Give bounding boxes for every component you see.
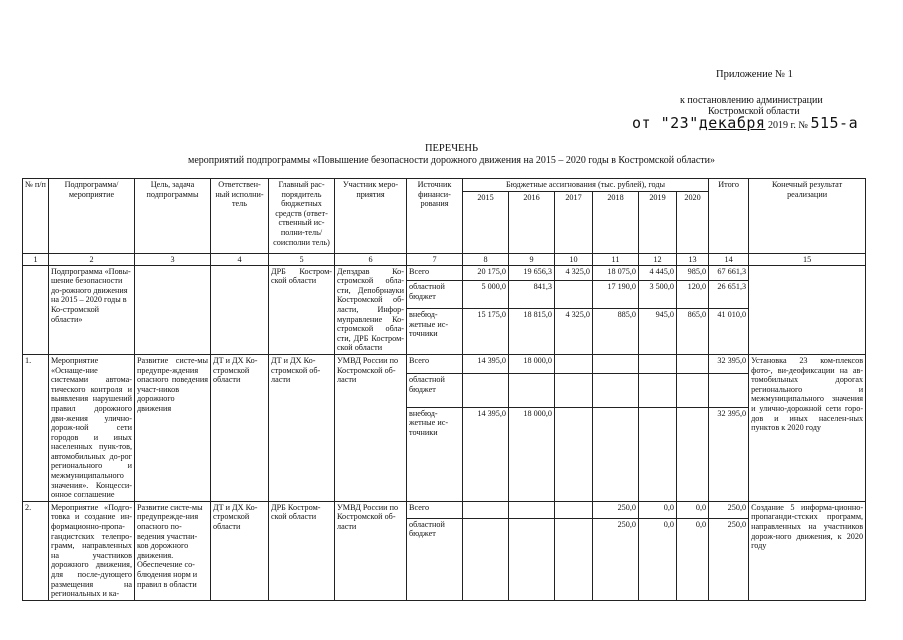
fin-total: 250,0 — [709, 501, 749, 518]
date-year: 2019 г. № — [767, 120, 808, 131]
fin-value: 18 075,0 — [593, 265, 639, 281]
row-result: Установка 23 ком-плексов фото-, ви-деофиксации на ав-томобильных дорогах регионального и межмуниципального значения и улично-дорожной сети горо-дов и иных населен-ных пунктов к 2020 году — [749, 354, 866, 501]
region-name: Костромской области — [708, 106, 800, 117]
fin-total: 41 010,0 — [709, 308, 749, 354]
document-title: ПЕРЕЧЕНЬ — [424, 143, 479, 154]
document-subtitle: мероприятий подпрограммы «Повышение безопасности дорожного движения на 2015 – 2020 годы в Костромской области» — [188, 155, 715, 166]
header-year: 2019 — [639, 191, 677, 253]
column-index: 3 — [135, 253, 211, 265]
row-num — [23, 265, 49, 354]
row-program: Мероприятие «Подго-товка и создание ин-формационно-пропа-гандистских телепро-грамм, направленных на участников дорожного движения, для после-дующего размещения на региональных и ка- — [49, 501, 135, 600]
fin-source: областной бюджет — [407, 374, 463, 408]
fin-value — [463, 374, 509, 408]
fin-value: 4 325,0 — [555, 308, 593, 354]
fin-value — [509, 501, 555, 518]
fin-value — [639, 374, 677, 408]
column-index: 2 — [49, 253, 135, 265]
row-executor: ДТ и ДХ Ко-стромской области — [211, 354, 269, 501]
row-manager: ДРБ Костром-ской области — [269, 501, 335, 600]
fin-value: 5 000,0 — [463, 281, 509, 309]
header-participant: Участник меро-приятия — [335, 179, 407, 254]
fin-total: 26 651,3 — [709, 281, 749, 309]
fin-source: Всего — [407, 354, 463, 373]
column-index: 4 — [211, 253, 269, 265]
fin-value: 865,0 — [677, 308, 709, 354]
column-index: 1 — [23, 253, 49, 265]
row-result — [749, 265, 866, 354]
fin-value: 0,0 — [677, 501, 709, 518]
row-executor: ДТ и ДХ Ко-стромской области — [211, 501, 269, 600]
fin-value — [555, 518, 593, 600]
row-num: 1. — [23, 354, 49, 501]
column-index: 8 — [463, 253, 509, 265]
row-participant: Депздрав Ко-стромской обла-сти, Депобрнауки Костромской об-ласти, Инфор-муправление Ко-стромской обла-сти, ДРБ Костром-ской области — [335, 265, 407, 354]
fin-value: 250,0 — [593, 501, 639, 518]
header-source: Источник финанси-рования — [407, 179, 463, 254]
column-index: 5 — [269, 253, 335, 265]
row-executor — [211, 265, 269, 354]
table-row — [23, 354, 866, 373]
header-result: Конечный результат реализации — [749, 179, 866, 254]
fin-value — [509, 518, 555, 600]
appendix-label: Приложение № 1 — [716, 69, 793, 80]
row-goal: Развитие систе-мы предупре-ждения опасного поведения участ-ников дорожного движения — [135, 354, 211, 501]
row-program: Мероприятие «Оснаще-ние системами автома-тического контроля и выявления нарушений правил дорожного дви-жения улично-дорож-ной сети городов и иных населенных пунк-тов, автомобильных до-рог регионального и межмуниципального значения». Концесси-онное соглашение — [49, 354, 135, 501]
fin-value — [463, 501, 509, 518]
column-index: 13 — [677, 253, 709, 265]
fin-value: 3 500,0 — [639, 281, 677, 309]
fin-value: 18 815,0 — [509, 308, 555, 354]
fin-value: 841,3 — [509, 281, 555, 309]
fin-value: 4 445,0 — [639, 265, 677, 281]
fin-value: 20 175,0 — [463, 265, 509, 281]
fin-value: 14 395,0 — [463, 407, 509, 501]
fin-source: Всего — [407, 501, 463, 518]
header-executor: Ответствен-ный исполни-тель — [211, 179, 269, 254]
column-index: 6 — [335, 253, 407, 265]
row-result: Создание 5 информа-ционно-пропаганди-стских программ, направленных на участников дорож-ного движения, к 2020 году — [749, 501, 866, 600]
fin-total: 250,0 — [709, 518, 749, 600]
fin-value: 985,0 — [677, 265, 709, 281]
fin-value — [555, 501, 593, 518]
row-manager: ДРБ Костром-ской области — [269, 265, 335, 354]
table-row — [23, 265, 866, 281]
fin-source: внебюд-жетные ис-точники — [407, 407, 463, 501]
fin-value — [463, 518, 509, 600]
fin-value — [677, 407, 709, 501]
fin-total: 32 395,0 — [709, 354, 749, 373]
header-year: 2015 — [463, 191, 509, 253]
fin-value — [593, 407, 639, 501]
fin-value: 18 000,0 — [509, 407, 555, 501]
resolution-reference: к постановлению администрации — [680, 95, 823, 106]
column-index: 7 — [407, 253, 463, 265]
fin-value — [555, 281, 593, 309]
column-index: 11 — [593, 253, 639, 265]
measures-table — [22, 178, 866, 601]
header-year: 2018 — [593, 191, 639, 253]
fin-source: областной бюджет — [407, 518, 463, 600]
header-year: 2017 — [555, 191, 593, 253]
fin-value: 19 656,3 — [509, 265, 555, 281]
fin-total — [709, 374, 749, 408]
fin-value: 0,0 — [639, 501, 677, 518]
row-program: Подпрограмма «Повы-шение безопасности до-рожного движения на 2015 – 2020 годы в Ко-стромской области» — [49, 265, 135, 354]
fin-source: внебюд-жетные ис-точники — [407, 308, 463, 354]
header-year: 2020 — [677, 191, 709, 253]
column-index: 12 — [639, 253, 677, 265]
row-participant: УМВД России по Костромской об-ласти — [335, 501, 407, 600]
column-index: 10 — [555, 253, 593, 265]
document-number: 515-а — [810, 114, 859, 132]
fin-value: 15 175,0 — [463, 308, 509, 354]
header-manager: Главный рас-порядитель бюджетных средств (ответ-ственный ис-полни-тель/соисполни тель) — [269, 179, 335, 254]
fin-value: 0,0 — [677, 518, 709, 600]
column-index: 15 — [749, 253, 866, 265]
row-num: 2. — [23, 501, 49, 600]
column-index: 14 — [709, 253, 749, 265]
fin-value — [677, 354, 709, 373]
fin-total: 67 661,3 — [709, 265, 749, 281]
table-row — [23, 501, 866, 518]
fin-value — [639, 407, 677, 501]
header-goal: Цель, задача подпрограммы — [135, 179, 211, 254]
fin-value: 18 000,0 — [509, 354, 555, 373]
fin-value: 14 395,0 — [463, 354, 509, 373]
header-program: Подпрограмма/ мероприятие — [49, 179, 135, 254]
fin-value — [555, 407, 593, 501]
date-day: 23 — [670, 114, 690, 132]
header-budget: Бюджетные ассигнования (тыс. рублей), годы — [463, 179, 709, 192]
fin-source: областной бюджет — [407, 281, 463, 309]
fin-source: Всего — [407, 265, 463, 281]
fin-value — [639, 354, 677, 373]
row-goal — [135, 265, 211, 354]
fin-value: 17 190,0 — [593, 281, 639, 309]
date-month: декабря — [698, 114, 766, 132]
header-year: 2016 — [509, 191, 555, 253]
fin-value — [509, 374, 555, 408]
row-goal: Развитие систе-мы предупрежде-ния опасного по-ведения участни-ков дорожного движения. Обеспечение со-блюдения норм и правил в области — [135, 501, 211, 600]
header-num: № п/п — [23, 179, 49, 254]
fin-value — [593, 374, 639, 408]
fin-value: 4 325,0 — [555, 265, 593, 281]
row-participant: УМВД России по Костромской об-ласти — [335, 354, 407, 501]
fin-total: 32 395,0 — [709, 407, 749, 501]
fin-value — [677, 374, 709, 408]
fin-value — [555, 354, 593, 373]
column-index: 9 — [509, 253, 555, 265]
fin-value: 120,0 — [677, 281, 709, 309]
fin-value — [555, 374, 593, 408]
column-index-row — [23, 253, 866, 265]
fin-value: 885,0 — [593, 308, 639, 354]
header-total: Итого — [709, 179, 749, 254]
fin-value — [593, 354, 639, 373]
fin-value: 945,0 — [639, 308, 677, 354]
fin-value: 0,0 — [639, 518, 677, 600]
resolution-date — [632, 114, 858, 132]
date-mid: " — [689, 114, 699, 132]
row-manager: ДТ и ДХ Ко-стромской об-ласти — [269, 354, 335, 501]
date-prefix: от " — [632, 114, 671, 132]
fin-value: 250,0 — [593, 518, 639, 600]
